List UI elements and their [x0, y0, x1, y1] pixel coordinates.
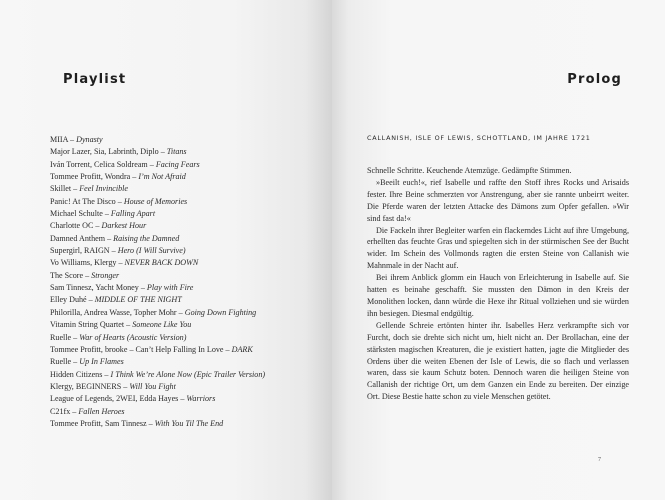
track-artist: Michael Schulte [50, 209, 103, 219]
track-artist: Vitamin String Quartet [50, 320, 125, 330]
playlist-track [50, 183, 320, 195]
track-artist: Ruelle [50, 332, 72, 342]
track-title: Fallen Heroes [78, 406, 125, 416]
separator: – [109, 246, 118, 256]
playlist [50, 134, 320, 430]
track-artist: Charlotte OC [50, 221, 94, 231]
track-title: DARK [231, 344, 253, 354]
playlist-track [50, 270, 320, 282]
prolog-body [367, 165, 629, 403]
track-title-plain: Can’t Help Falling In Love [135, 344, 224, 354]
track-title: Warriors [186, 394, 216, 404]
playlist-track [50, 319, 320, 331]
track-artist: League of Legends, 2WEI, Edda Hayes [50, 394, 179, 404]
playlist-track [50, 159, 320, 171]
track-title: Stronger [91, 270, 120, 280]
playlist-track [50, 344, 320, 356]
track-title: With You Til The End [154, 418, 224, 428]
playlist-track [50, 307, 320, 319]
track-artist: Iván Torrent, Celica Soldream [50, 159, 148, 169]
separator: – [71, 332, 80, 342]
track-title: Falling Apart [110, 209, 156, 219]
track-title: Darkest Hour [101, 221, 147, 231]
track-artist: The Score [50, 270, 84, 280]
separator: – [223, 344, 232, 354]
playlist-track [50, 245, 320, 257]
track-title: Facing Fears [155, 159, 200, 169]
track-artist: Supergirl, RAIGN [50, 246, 110, 256]
track-title: Up In Flames [79, 357, 124, 367]
track-title: I Think We’re Alone Now (Epic Trailer Version) [110, 369, 266, 379]
right-page [332, 0, 665, 500]
track-artist: Sam Tinnesz, Yacht Money [50, 283, 139, 293]
track-artist: Hidden Citizens [50, 369, 103, 379]
playlist-track [50, 171, 320, 183]
separator: – [127, 344, 136, 354]
playlist-track [50, 381, 320, 393]
track-title: MIDDLE OF THE NIGHT [94, 295, 182, 305]
separator: – [115, 196, 124, 206]
separator: – [138, 283, 147, 293]
track-title: Will You Fight [129, 381, 176, 391]
playlist-track [50, 356, 320, 368]
track-artist: Ruelle [50, 357, 72, 367]
separator: – [176, 307, 185, 317]
separator: – [130, 172, 139, 182]
separator: – [70, 406, 79, 416]
track-title: NEVER BACK DOWN [124, 258, 199, 268]
paragraph: Die Fackeln ihrer Begleiter warfen ein flackerndes Licht auf ihre Umgebung, erhellten das feuchte Gras und spiegelten sich in der stürmischen See der Bucht wider. Im Schein des Vollmonds ragten die ersten Steine von Callanish wie Mahnmale in der Nacht auf. [367, 225, 629, 271]
track-artist: Damned Anthem [50, 233, 106, 243]
playlist-track [50, 332, 320, 344]
paragraph: Bei ihrem Anblick glomm ein Hauch von Erleichterung in Isabelle auf. Sie hatten es beinahe geschafft. Sie mussten den Dämon in den Kreis der Monolithen locken, dann würde die Hexe ihr Ritual vollziehen und sie würden ihn besiegen. Diesmal endgültig. [367, 273, 629, 318]
playlist-track [50, 208, 320, 220]
track-title: Titans [166, 147, 187, 157]
track-title: Play with Fire [146, 283, 194, 293]
track-artist: Panic! At The Disco [50, 196, 116, 206]
separator: – [147, 159, 156, 169]
paragraph: Gellende Schreie ertönten hinter ihr. Isabelles Herz verkrampfte sich vor Furcht, doch sie drehte sich nicht um, hielt nicht an. Der Brollachan, eine der stärksten magischen Kreaturen, die je existiert hatten, jagte die Mitglieder des Ordens über die weiten Ebenen der Isle of Lewis, die so flach und verlassen waren, dass sie kaum Schutz boten. Dennoch waren die heiligen Steine von Callanish der richtige Ort, um dem Ganzen ein Ende zu bereiten. Der einzige Ort. Diese Bestie hatte schon zu viele Menschen getötet. [367, 320, 629, 402]
paragraph: Schnelle Schritte. Keuchende Atemzüge. Gedämpfte Stimmen. [367, 166, 572, 175]
separator: – [102, 209, 111, 219]
separator: – [93, 221, 102, 231]
track-artist: Tommee Profitt, Wondra [50, 172, 131, 182]
track-title: Dynasty [76, 135, 103, 144]
playlist-track [50, 257, 320, 269]
playlist-track [50, 233, 320, 245]
track-artist: Vo Williams, Klergy [50, 258, 117, 268]
separator: – [158, 147, 167, 157]
separator: – [102, 369, 111, 379]
paragraph: »Beeilt euch!«, rief Isabelle und raffte den Stoff ihres Rocks und Arisaids fester. Ihre Beine schmerzten vor Anstrengung, aber sie rannte unbeirrt weiter. Die Pferde waren der letzten Attacke des Dämons zum Opfer gefallen. »Wir sind fast da!« [367, 177, 629, 223]
track-artist: Philorilla, Andrea Wasse, Topher Mohr [50, 307, 177, 317]
separator: – [121, 381, 130, 391]
track-artist: Tommee Profitt, Sam Tinnesz [50, 418, 147, 428]
separator: – [83, 270, 92, 280]
playlist-track [50, 134, 320, 146]
left-page [0, 0, 332, 500]
playlist-track [50, 418, 320, 430]
track-artist: Major Lazer, Sia, Labrinth, Diplo [50, 147, 159, 157]
track-title: I’m Not Afraid [138, 172, 186, 182]
playlist-track [50, 369, 320, 381]
separator: – [116, 258, 125, 268]
playlist-track [50, 294, 320, 306]
separator: – [86, 295, 95, 305]
track-title: War of Hearts (Acoustic Version) [79, 332, 187, 342]
track-title: Hero (I Will Survive) [117, 246, 186, 256]
separator: – [178, 394, 187, 404]
track-title: Going Down Fighting [184, 307, 257, 317]
playlist-track [50, 146, 320, 158]
separator: – [105, 233, 114, 243]
playlist-track [50, 406, 320, 418]
separator: – [124, 320, 133, 330]
location-subheading: CALLANISH, ISLE OF LEWIS, SCHOTTLAND, IM JAHRE 1721 [367, 134, 591, 142]
separator: – [71, 357, 80, 367]
playlist-track [50, 196, 320, 208]
track-artist: MIIA [50, 135, 68, 144]
track-title: Someone Like You [132, 320, 192, 330]
playlist-track [50, 220, 320, 232]
playlist-track [50, 282, 320, 294]
separator: – [68, 135, 77, 144]
track-artist: Klergy, BEGINNERS [50, 381, 122, 391]
prolog-heading: Prolog [567, 72, 622, 87]
page-number: 7 [598, 457, 601, 463]
track-title: House of Memories [123, 196, 188, 206]
track-artist: Elley Duhé [50, 295, 87, 305]
track-artist: Tommee Profitt, brooke [50, 344, 128, 354]
playlist-track [50, 393, 320, 405]
track-title: Raising the Damned [113, 233, 180, 243]
track-artist: Skillet [50, 184, 72, 194]
track-title: Feel Invincible [79, 184, 128, 194]
playlist-heading: Playlist [63, 72, 127, 87]
separator: – [146, 418, 155, 428]
separator: – [71, 184, 80, 194]
track-artist: C21fx [50, 406, 71, 416]
